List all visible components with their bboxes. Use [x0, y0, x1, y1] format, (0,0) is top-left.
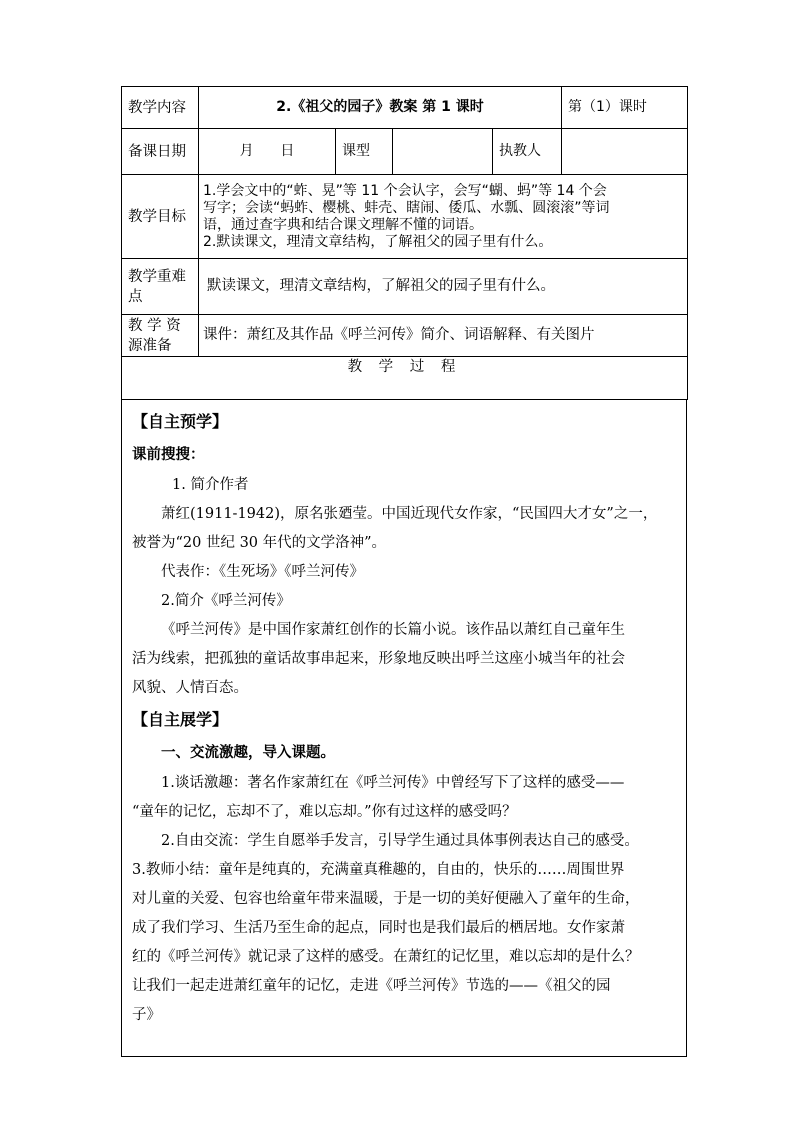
paragraph-line: 萧红(1911-1942)，原名张廼莹。中国近现代女作家，“民国四大才女”之一， [161, 506, 658, 522]
objective-line: 2.默读课文，理清文章结构，了解祖父的园子里有什么。 [203, 233, 553, 250]
section-title-self-show: 【自主展学】 [132, 710, 229, 729]
paragraph-line: 子》 [132, 1007, 161, 1023]
paragraph-line: 2.自由交流：学生自愿举手发言，引导学生通过具体事例表达自己的感受。 [161, 833, 639, 849]
resources-text: 课件：萧红及其作品《呼兰河传》简介、词语解释、有关图片 [199, 315, 688, 357]
label-lesson-type: 课型 [336, 129, 393, 175]
label-teaching-content: 教学内容 [122, 87, 199, 129]
label-objectives: 教学目标 [122, 175, 199, 259]
paragraph-line: 代表作：《生死场》《呼兰河传》 [161, 564, 364, 580]
paragraph-line: 1.谈话激趣：著名作家萧红在《呼兰河传》中曾经写下了这样的感受—— [161, 775, 625, 791]
lesson-process-content [121, 399, 687, 1057]
row-teaching-content [122, 87, 688, 129]
label-teacher: 执教人 [493, 129, 562, 175]
paragraph-line: “童年的记忆，忘却不了，难以忘却。”你有过这样的感受吗？ [132, 804, 517, 820]
objective-line: 语，通过查字典和结合课文理解不懂的词语。 [203, 216, 483, 233]
paragraph-line: 被誉为“20 世纪 30 年代的文学洛神”。 [132, 535, 387, 551]
section-title-self-preview: 【自主预学】 [132, 412, 229, 431]
prep-date-value: 月 日 [199, 129, 336, 175]
process-heading: 教 学 过 程 [122, 357, 688, 400]
objectives-text [199, 175, 688, 259]
subsection-intro: 一、交流激趣，导入课题。 [161, 745, 335, 761]
paragraph-line: 《呼兰河传》是中国作家萧红创作的长篇小说。该作品以萧红自己童年生 [161, 622, 625, 638]
row-prep-date [122, 129, 688, 175]
row-objectives [122, 175, 688, 259]
subsection-pre-class-search: 课前搜搜： [132, 447, 205, 463]
row-resources [122, 315, 688, 357]
lesson-type-value [393, 129, 493, 175]
objective-line: 写字；会读“蚂蚱、樱桃、蚌壳、瞎闹、倭瓜、水瓢、圆滚滚”等词 [203, 199, 610, 216]
paragraph-line: 对儿童的关爱、包容也给童年带来温暖，于是一切的美好便融入了童年的生命， [132, 891, 640, 907]
paragraph-line: 1. 简介作者 [172, 477, 249, 493]
paragraph-line: 2.简介《呼兰河传》 [161, 593, 291, 609]
paragraph-line: 3.教师小结：童年是纯真的，充满童真稚趣的，自由的，快乐的……周围世界 [132, 862, 625, 878]
row-process-heading [122, 357, 688, 400]
paragraph-line: 让我们一起走进萧红童年的记忆，走进《呼兰河传》节选的——《祖父的园 [132, 978, 611, 994]
row-key-points [122, 259, 688, 315]
paragraph-line: 活为线索，把孤独的童话故事串起来，形象地反映出呼兰这座小城当年的社会 [132, 651, 625, 667]
label-resources: 教 学 资源准备 [122, 315, 199, 357]
key-points-text: 默读课文，理清文章结构，了解祖父的园子里有什么。 [199, 259, 688, 315]
paragraph-line: 成了我们学习、生活乃至生命的起点，同时也是我们最后的栖居地。女作家萧 [132, 920, 625, 936]
label-prep-date: 备课日期 [122, 129, 199, 175]
paragraph-line: 风貌、人情百态。 [132, 680, 248, 696]
paragraph-line: 红的《呼兰河传》就记录了这样的感受。在萧红的记忆里，难以忘却的是什么？ [132, 949, 640, 965]
lesson-title: 2.《祖父的园子》教案 第 1 课时 [199, 87, 562, 129]
teacher-value [562, 129, 688, 175]
objective-line: 1.学会文中的“蚱、晃”等 11 个会认字，会写“蝴、蚂”等 14 个会 [203, 182, 607, 199]
lesson-period: 第（1）课时 [562, 87, 688, 129]
lesson-info-table [121, 86, 688, 400]
label-key-points: 教学重难点 [122, 259, 199, 315]
